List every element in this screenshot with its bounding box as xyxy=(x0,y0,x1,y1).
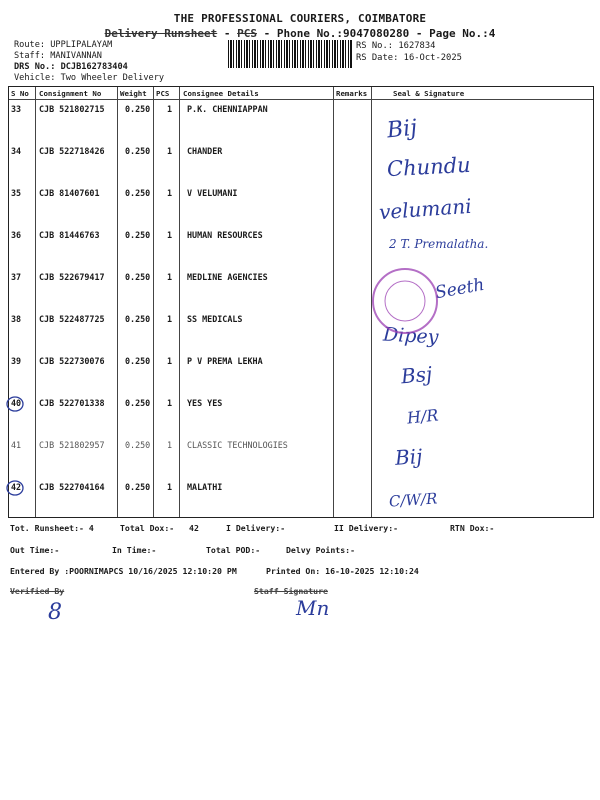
row-pcs: 1 xyxy=(167,440,173,450)
row-sno: 36 xyxy=(11,230,22,240)
row-consignment: CJB 522487725 xyxy=(39,314,105,324)
row-consignment: CJB 81407601 xyxy=(39,188,100,198)
entered-by: Entered By :POORNIMAPCS 10/16/2025 12:10:20 PM xyxy=(10,566,237,576)
row-signature: H/R xyxy=(406,405,440,428)
out-time: Out Time:- xyxy=(10,545,60,555)
row-consignee: CHANDER xyxy=(187,146,223,156)
row-consignment: CJB 522718426 xyxy=(39,146,105,156)
row-consignment: CJB 521802957 xyxy=(39,440,105,450)
row-pcs: 1 xyxy=(167,272,173,282)
row-consignment: CJB 522704164 xyxy=(39,482,105,492)
ii-delivery: II Delivery:- xyxy=(334,523,399,533)
row-signature: Seeth xyxy=(433,274,486,304)
total-runsheet: Tot. Runsheet:- 4 xyxy=(10,523,94,533)
row-weight: 0.250 xyxy=(125,314,151,324)
row-weight: 0.250 xyxy=(125,146,151,156)
col-header-consignee: Consignee Details xyxy=(183,89,259,98)
row-consignee: CLASSIC TECHNOLOGIES xyxy=(187,440,288,450)
row-weight: 0.250 xyxy=(125,272,151,282)
row-signature: velumani xyxy=(378,193,473,225)
delivery-points: Delvy Points:- xyxy=(286,545,356,555)
row-weight: 0.250 xyxy=(125,188,151,198)
subtitle-separator: - xyxy=(256,27,277,40)
row-signature: Dipey xyxy=(382,323,439,349)
row-consignee: P.K. CHENNIAPPAN xyxy=(187,104,268,114)
row-pcs: 1 xyxy=(167,188,173,198)
row-pcs: 1 xyxy=(167,356,173,366)
row-consignee: MALATHI xyxy=(187,482,223,492)
row-consignee: V VELUMANI xyxy=(187,188,238,198)
runsheet-subtitle xyxy=(0,27,600,40)
rtn-dox: RTN Dox:- xyxy=(450,523,495,533)
row-pcs: 1 xyxy=(167,398,173,408)
row-pcs: 1 xyxy=(167,104,173,114)
printed-on: Printed On: 16-10-2025 12:10:24 xyxy=(266,566,419,576)
pen-circle-mark xyxy=(4,478,26,498)
col-header-weight: Weight xyxy=(120,89,147,98)
column-divider xyxy=(179,87,180,517)
row-consignee: HUMAN RESOURCES xyxy=(187,230,263,240)
col-header-sno: S No xyxy=(11,89,29,98)
subtitle-separator: - xyxy=(409,27,430,40)
row-weight: 0.250 xyxy=(125,398,151,408)
row-sno: 41 xyxy=(11,440,22,450)
total-dox: Total Dox:- 42 xyxy=(120,523,199,533)
row-weight: 0.250 xyxy=(125,440,151,450)
verifier-signature: 8 xyxy=(48,600,62,625)
pen-circle-mark xyxy=(4,394,26,414)
column-divider xyxy=(333,87,334,517)
rs-number: RS No.: 1627834 xyxy=(356,41,436,51)
rs-date: RS Date: 16-Oct-2025 xyxy=(356,53,462,63)
row-consignment: CJB 522679417 xyxy=(39,272,105,282)
runsheet-label: Delivery Runsheet xyxy=(104,27,218,40)
column-divider xyxy=(153,87,154,517)
row-sno: 40 xyxy=(11,398,22,408)
total-pod: Total POD:- xyxy=(206,545,261,555)
verified-by-label: Verified By xyxy=(10,586,65,596)
row-sno: 37 xyxy=(11,272,22,282)
i-delivery: I Delivery:- xyxy=(226,523,286,533)
row-consignee: SS MEDICALS xyxy=(187,314,243,324)
row-sno: 35 xyxy=(11,188,22,198)
row-pcs: 1 xyxy=(167,230,173,240)
row-weight: 0.250 xyxy=(125,356,151,366)
staff-signature-label: Staff Signature xyxy=(254,586,328,596)
row-signature: 2 T. Premalatha. xyxy=(389,237,489,251)
row-consignee: MEDLINE AGENCIES xyxy=(187,272,268,282)
row-sno: 38 xyxy=(11,314,22,324)
row-pcs: 1 xyxy=(167,146,173,156)
column-divider xyxy=(117,87,118,517)
row-weight: 0.250 xyxy=(125,104,151,114)
row-weight: 0.250 xyxy=(125,482,151,492)
row-consignment: CJB 81446763 xyxy=(39,230,100,240)
col-header-consignment: Consignment No xyxy=(39,89,102,98)
row-consignment: CJB 522701338 xyxy=(39,398,105,408)
branch-code: PCS xyxy=(237,27,257,40)
rs-info xyxy=(356,40,462,64)
row-sno: 39 xyxy=(11,356,22,366)
runsheet-table xyxy=(8,86,594,518)
vehicle: Vehicle: Two Wheeler Delivery xyxy=(14,73,165,83)
staff: Staff: MANIVANNAN xyxy=(14,51,102,61)
in-time: In Time:- xyxy=(112,545,157,555)
row-consignment: CJB 521802715 xyxy=(39,104,105,114)
row-consignment: CJB 522730076 xyxy=(39,356,105,366)
stamp-ring xyxy=(374,270,436,332)
row-signature: Bij xyxy=(385,115,419,144)
row-sno: 42 xyxy=(11,482,22,492)
row-signature: Bij xyxy=(394,444,424,470)
phone-number: Phone No.:9047080280 xyxy=(276,27,410,40)
barcode xyxy=(228,40,352,68)
row-signature: Bsj xyxy=(400,361,434,389)
row-sno: 34 xyxy=(11,146,22,156)
page-number: Page No.:4 xyxy=(429,27,496,40)
row-consignee: YES YES xyxy=(187,398,223,408)
col-header-pcs: PCS xyxy=(156,89,170,98)
drs-number: DRS No.: DCJB162783404 xyxy=(14,62,128,72)
row-sno: 33 xyxy=(11,104,22,114)
row-signature: C/W/R xyxy=(388,489,438,511)
col-header-remarks: Remarks xyxy=(336,89,368,98)
column-divider xyxy=(35,87,36,517)
row-consignee: P V PREMA LEKHA xyxy=(187,356,263,366)
route: Route: UPPLIPALAYAM xyxy=(14,40,113,50)
staff-signature: Mn xyxy=(296,596,330,620)
company-stamp xyxy=(372,268,438,334)
row-pcs: 1 xyxy=(167,314,173,324)
company-title: THE PROFESSIONAL COURIERS, COIMBATORE xyxy=(173,12,427,25)
col-header-seal: Seal & Signature xyxy=(393,89,465,98)
header-divider xyxy=(9,99,593,100)
subtitle-separator: - xyxy=(217,27,238,40)
row-signature: Chundu xyxy=(386,152,472,182)
row-pcs: 1 xyxy=(167,482,173,492)
row-weight: 0.250 xyxy=(125,230,151,240)
